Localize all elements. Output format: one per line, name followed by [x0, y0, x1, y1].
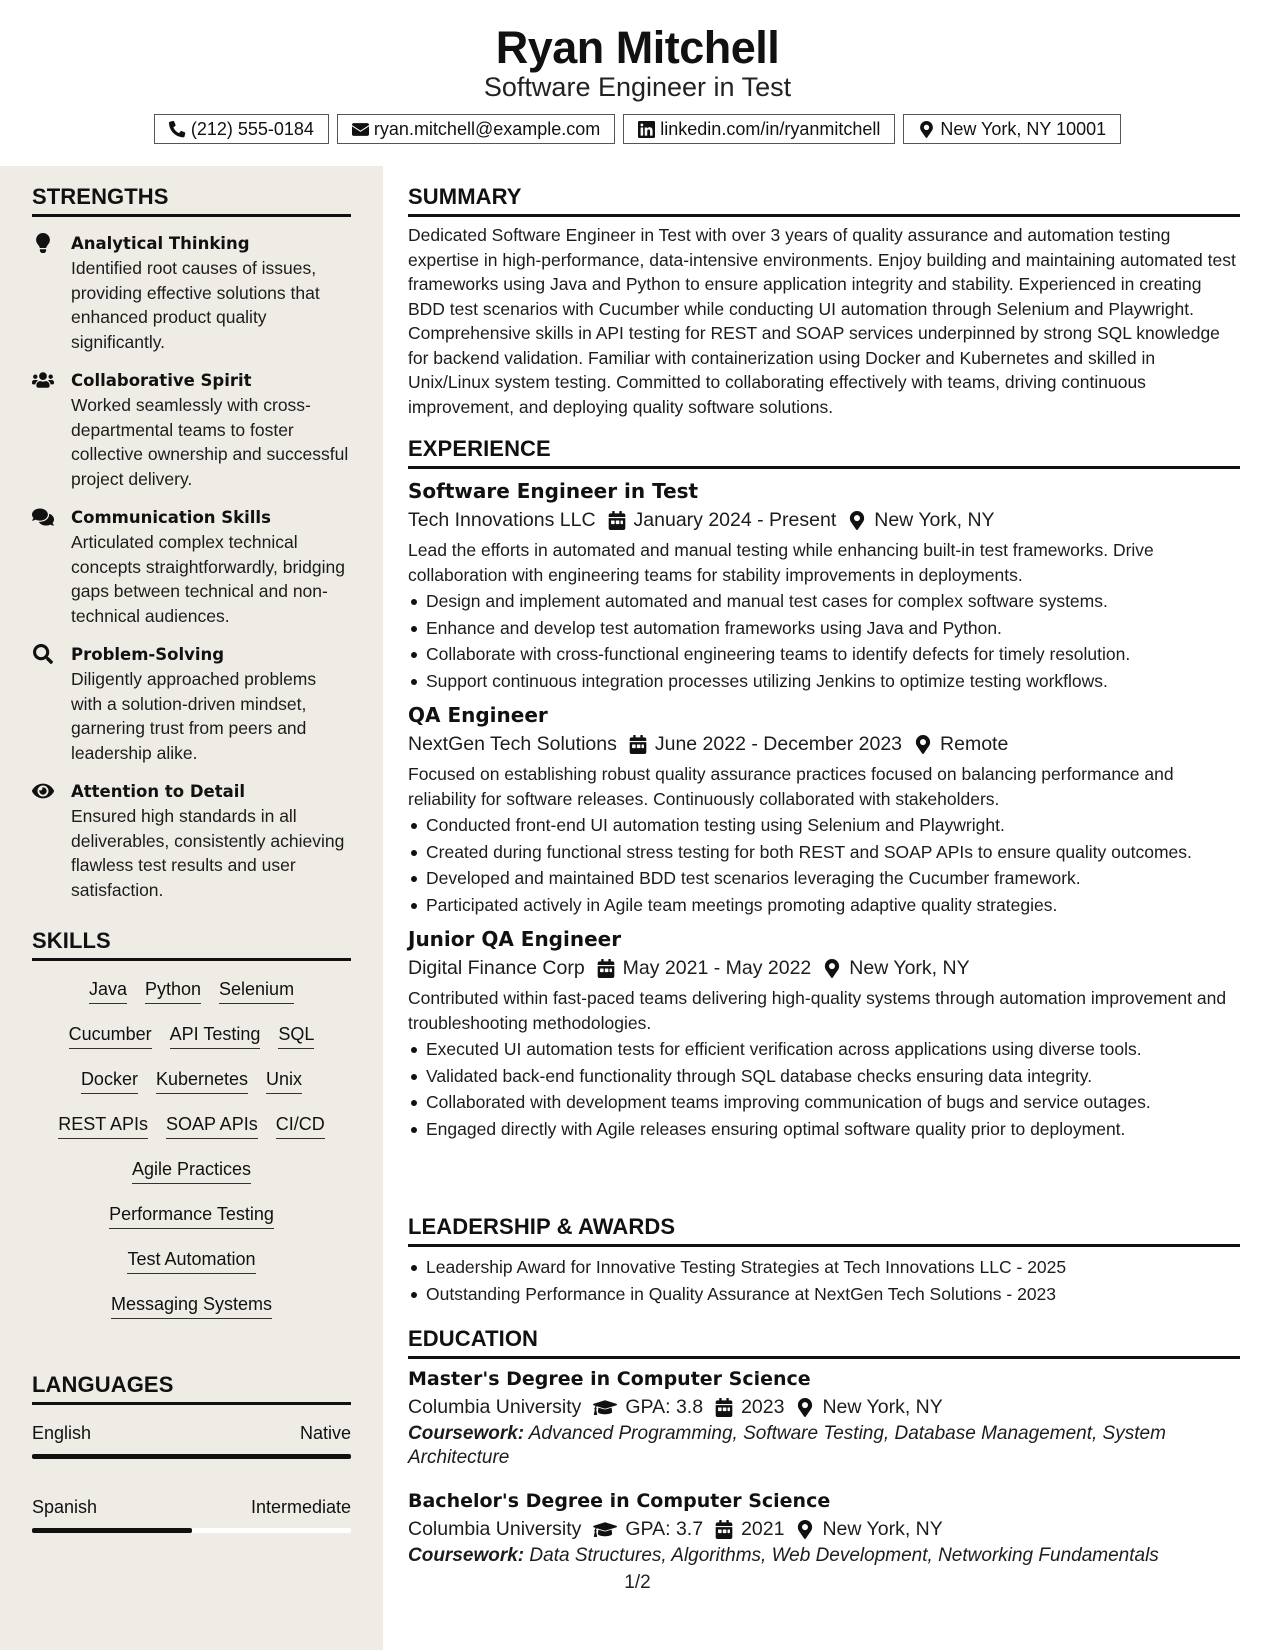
job-entry [408, 925, 1240, 1141]
strengths-section [32, 184, 351, 916]
skill-tag: SOAP APIs [166, 1113, 258, 1139]
strength-desc: Diligently approached problems with a solution-driven mindset, garnering trust from peers and leadership alike. [71, 669, 317, 763]
contact-location [903, 114, 1121, 144]
school-name: Columbia University [408, 1396, 582, 1418]
school-location: New York, NY [822, 1518, 943, 1540]
skill-tag: Cucumber [69, 1023, 152, 1049]
strength-desc: Articulated complex technical concepts straightforwardly, bridging gaps between technical and non-technical audiences. [71, 532, 345, 626]
experience-section [408, 436, 1240, 1141]
school-location: New York, NY [822, 1396, 943, 1418]
contact-email[interactable] [337, 114, 615, 144]
job-title: QA Engineer [408, 703, 548, 727]
language-proficiency-fill [32, 1528, 192, 1533]
job-bullet: Participated actively in Agile team meetings promoting adaptive quality strategies. [408, 893, 1240, 918]
job-entry [408, 701, 1240, 917]
job-title: Software Engineer in Test [408, 479, 699, 503]
job-bullet: Collaborated with development teams improving communication of bugs and service outages. [408, 1090, 1240, 1115]
languages-heading: LANGUAGES [32, 1372, 351, 1405]
skills-heading: SKILLS [32, 928, 351, 961]
skill-tag: Unix [266, 1068, 302, 1094]
calendar-icon [715, 1398, 733, 1417]
degree-title: Bachelor's Degree in Computer Science [408, 1490, 831, 1512]
job-bullet: Support continuous integration processes utilizing Jenkins to optimize testing workflows. [408, 669, 1240, 694]
job-location: New York, NY [874, 509, 995, 531]
contact-phone[interactable] [154, 114, 329, 144]
contact-bar [0, 114, 1275, 144]
sidebar [0, 166, 383, 1650]
strength-item [32, 642, 351, 765]
lightbulb-icon [32, 233, 56, 253]
job-location: New York, NY [849, 957, 970, 979]
skill-tag: API Testing [170, 1023, 261, 1049]
job-bullets [408, 813, 1240, 917]
job-bullets [408, 589, 1240, 693]
skill-tag: Agile Practices [132, 1158, 251, 1184]
strength-item [32, 505, 351, 628]
coursework-text: Advanced Programming, Software Testing, Database Management, System Architecture [408, 1423, 1166, 1468]
language-level: Intermediate [250, 1497, 351, 1517]
graduation-cap-icon [593, 1398, 617, 1417]
skill-tag: Test Automation [127, 1248, 255, 1274]
job-entry [408, 477, 1240, 693]
job-description: Contributed within fast-paced teams delivering high-quality systems through automation improvement and troubleshooting methodologies. [408, 988, 1227, 1033]
experience-heading: EXPERIENCE [408, 436, 1240, 469]
main-content [408, 166, 1240, 1650]
education-entry [408, 1366, 1240, 1470]
skill-tag: Python [145, 978, 201, 1004]
map-pin-icon [918, 121, 935, 138]
job-dates: May 2021 - May 2022 [622, 957, 812, 979]
language-proficiency-fill [32, 1454, 351, 1459]
job-bullet: Created during functional stress testing for both REST and SOAP APIs to ensure quality outcomes. [408, 840, 1240, 865]
skill-tag: REST APIs [58, 1113, 148, 1139]
calendar-icon [629, 735, 647, 754]
summary-text: Dedicated Software Engineer in Test with over 3 years of quality assurance and automation testing expertise in high-performance, data-intensive environments. Enjoy building and maintaining automated test frameworks using Java and Python to ensure application integrity and stability. Experienced in creating BDD test scenarios with Cucumber while conducting UI automation through Selenium and Playwright. Comprehensive skills in API testing for REST and SOAP services underpinned by strong SQL knowledge for backend validation. Familiar with containerization using Docker and Kubernetes and skilled in Unix/Linux system testing. Committed to collaborating effectively with teams, driving continuous improvement, and deploying quality software solutions. [408, 225, 1236, 417]
contact-linkedin[interactable] [623, 114, 895, 144]
company-name: Digital Finance Corp [408, 957, 585, 979]
job-dates: June 2022 - December 2023 [654, 733, 903, 755]
candidate-title: Software Engineer in Test [483, 72, 792, 102]
coursework [408, 1422, 1240, 1470]
calendar-icon [597, 959, 615, 978]
job-bullet: Design and implement automated and manual test cases for complex software systems. [408, 589, 1240, 614]
strengths-heading: STRENGTHS [32, 184, 351, 217]
location-text: New York, NY 10001 [940, 118, 1107, 139]
education-heading: EDUCATION [408, 1326, 1240, 1359]
email-text: ryan.mitchell@example.com [373, 118, 601, 139]
calendar-icon [608, 511, 626, 530]
strength-desc: Worked seamlessly with cross-departmental teams to foster collective ownership and successful project delivery. [71, 395, 349, 489]
strength-item [32, 231, 351, 354]
award-item: Leadership Award for Innovative Testing Strategies at Tech Innovations LLC - 2025 [408, 1255, 1240, 1280]
summary-heading: SUMMARY [408, 184, 1240, 217]
users-icon [32, 370, 56, 390]
coursework-text: Data Structures, Algorithms, Web Development, Networking Fundamentals [529, 1545, 1159, 1566]
graduation-year: 2021 [741, 1518, 785, 1540]
phone-icon [169, 121, 186, 138]
eye-icon [32, 781, 56, 801]
company-name: NextGen Tech Solutions [408, 733, 617, 755]
skills-section [32, 928, 351, 1338]
strength-name: Analytical Thinking [71, 234, 250, 253]
map-pin-icon [796, 1520, 814, 1539]
strength-name: Problem-Solving [71, 645, 225, 664]
job-bullet: Validated back-end functionality through SQL database checks ensuring data integrity. [408, 1064, 1240, 1089]
awards-list [408, 1255, 1240, 1306]
award-item: Outstanding Performance in Quality Assurance at NextGen Tech Solutions - 2023 [408, 1282, 1240, 1307]
candidate-name: Ryan Mitchell [495, 22, 780, 73]
strength-name: Collaborative Spirit [71, 371, 252, 390]
map-pin-icon [796, 1398, 814, 1417]
job-dates: January 2024 - Present [633, 509, 837, 531]
skill-tag: SQL [278, 1023, 314, 1049]
job-bullet: Enhance and develop test automation frameworks using Java and Python. [408, 616, 1240, 641]
skills-list [32, 978, 351, 1338]
graduation-year: 2023 [741, 1396, 785, 1418]
language-item [32, 1423, 351, 1459]
job-bullet: Conducted front-end UI automation testing using Selenium and Playwright. [408, 813, 1240, 838]
resume-header [0, 0, 1275, 166]
coursework-label: Coursework: [408, 1545, 525, 1566]
job-title: Junior QA Engineer [408, 927, 622, 951]
page-number: 1/2 [624, 1572, 651, 1593]
graduation-cap-icon [593, 1520, 617, 1539]
search-icon [32, 644, 56, 664]
coursework-label: Coursework: [408, 1423, 525, 1444]
skill-tag: CI/CD [276, 1113, 325, 1139]
skill-tag: Java [89, 978, 127, 1004]
map-pin-icon [914, 735, 932, 754]
job-description: Focused on establishing robust quality assurance practices focused on balancing performance and reliability for software releases. Continuously collaborated with stakeholders. [408, 764, 1174, 809]
language-name: Spanish [32, 1497, 98, 1517]
gpa: GPA: 3.7 [625, 1518, 704, 1540]
phone-text: (212) 555-0184 [190, 118, 314, 139]
strength-name: Attention to Detail [71, 782, 246, 801]
job-bullets [408, 1037, 1240, 1141]
education-section [408, 1326, 1240, 1568]
skill-tag: Performance Testing [109, 1203, 274, 1229]
skill-tag: Docker [81, 1068, 138, 1094]
comments-icon [32, 507, 56, 527]
summary-section [408, 184, 1240, 419]
map-pin-icon [823, 959, 841, 978]
linkedin-text: linkedin.com/in/ryanmitchell [660, 118, 881, 139]
degree-title: Master's Degree in Computer Science [408, 1368, 811, 1390]
awards-section [408, 1214, 1240, 1306]
strength-desc: Identified root causes of issues, providing effective solutions that enhanced product quality significantly. [71, 258, 320, 352]
job-description: Lead the efforts in automated and manual testing while enhancing built-in test frameworks. Drive collaboration with engineering teams for stability improvements in deployments. [408, 540, 1154, 585]
language-proficiency-bar [32, 1454, 351, 1459]
job-bullet: Engaged directly with Agile releases ensuring optimal software quality prior to deployment. [408, 1117, 1240, 1142]
awards-heading: LEADERSHIP & AWARDS [408, 1214, 1240, 1247]
calendar-icon [715, 1520, 733, 1539]
job-bullet: Collaborate with cross-functional engineering teams to identify defects for timely resolution. [408, 642, 1240, 667]
education-entry [408, 1488, 1240, 1568]
language-item [32, 1497, 351, 1533]
gpa: GPA: 3.8 [625, 1396, 704, 1418]
envelope-icon [352, 121, 369, 138]
strength-item [32, 368, 351, 491]
strength-desc: Ensured high standards in all deliverables, consistently achieving flawless test results and user satisfaction. [71, 806, 345, 900]
language-level: Native [299, 1423, 351, 1443]
skill-tag: Kubernetes [156, 1068, 248, 1094]
skill-tag: Messaging Systems [111, 1293, 272, 1319]
job-bullet: Executed UI automation tests for efficient verification across applications using diverse tools. [408, 1037, 1240, 1062]
company-name: Tech Innovations LLC [408, 509, 596, 531]
language-proficiency-bar [32, 1528, 351, 1533]
skill-tag: Selenium [219, 978, 294, 1004]
languages-section [32, 1372, 351, 1533]
map-pin-icon [848, 511, 866, 530]
school-name: Columbia University [408, 1518, 582, 1540]
job-bullet: Developed and maintained BDD test scenarios leveraging the Cucumber framework. [408, 866, 1240, 891]
strength-name: Communication Skills [71, 508, 271, 527]
job-location: Remote [940, 733, 1009, 755]
language-name: English [32, 1423, 92, 1443]
linkedin-icon [638, 121, 655, 138]
strength-item [32, 779, 351, 902]
coursework [408, 1544, 1240, 1568]
